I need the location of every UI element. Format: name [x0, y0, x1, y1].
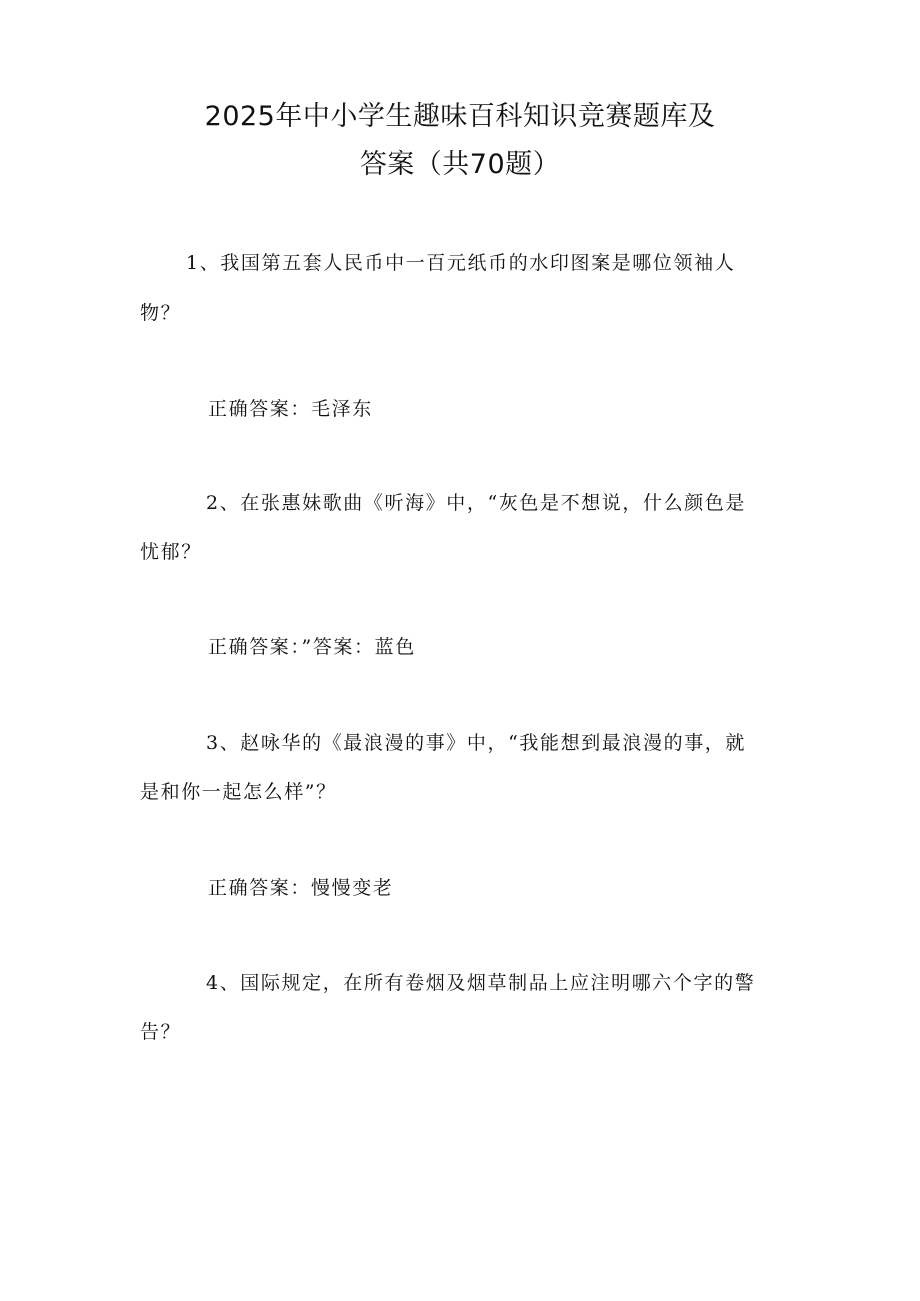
question-3-line-1: 3、赵咏华的《最浪漫的事》中，“我能想到最浪漫的事，就: [206, 732, 747, 754]
answer-2: 正确答案：”答案：蓝色: [208, 636, 416, 658]
document-title-line-1: 2025年中小学生趣味百科知识竞赛题库及: [204, 101, 716, 132]
question-4-line-1: 4、国际规定，在所有卷烟及烟草制品上应注明哪六个字的警: [206, 972, 756, 994]
question-2-line-2: 忧郁？: [140, 541, 202, 563]
answer-3: 正确答案：慢慢变老: [208, 877, 394, 899]
question-4-line-2: 告？: [140, 1021, 182, 1043]
answer-1: 正确答案：毛泽东: [208, 398, 373, 420]
document-title-line-2: 答案（共70题）: [359, 149, 561, 180]
question-2-line-1: 2、在张惠妹歌曲《听海》中，“灰色是不想说，什么颜色是: [206, 492, 747, 514]
question-1-line-1: 1、我国第五套人民币中一百元纸币的水印图案是哪位领袖人: [186, 252, 736, 274]
question-1-line-2: 物？: [140, 302, 182, 324]
question-3-line-2: 是和你一起怎么样”？: [140, 781, 337, 803]
